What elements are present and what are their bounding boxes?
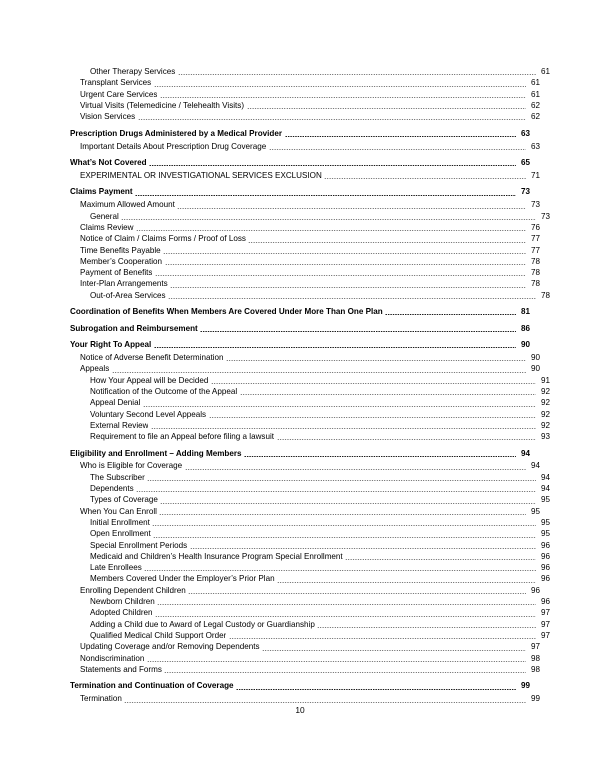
toc-entry-title: Appeal Denial xyxy=(90,398,141,408)
toc-entry-title: Your Right To Appeal xyxy=(70,340,152,350)
toc-dot-leader xyxy=(277,582,535,583)
toc-entry-title: Statements and Forms xyxy=(80,664,162,674)
toc-entry-page-number: 77 xyxy=(530,245,540,255)
toc-entry-title: Adopted Children xyxy=(90,608,153,618)
toc-entry-title: Newborn Children xyxy=(90,597,155,607)
toc-dot-leader xyxy=(121,219,535,220)
toc-entry-page-number: 92 xyxy=(540,409,550,419)
toc-entry-title: Updating Coverage and/or Removing Dependents xyxy=(80,642,260,652)
toc-entry[interactable] xyxy=(70,585,540,596)
toc-dot-leader xyxy=(229,638,536,639)
toc-entry-title: Enrolling Dependent Children xyxy=(80,585,186,595)
toc-dot-leader xyxy=(143,406,536,407)
toc-entry-page-number: 97 xyxy=(540,608,550,618)
toc-dot-leader xyxy=(170,287,525,288)
toc-entry-title: Initial Enrollment xyxy=(90,517,150,527)
toc-dot-leader xyxy=(190,548,536,549)
toc-dot-leader xyxy=(209,417,536,418)
toc-entry-title: Maximum Allowed Amount xyxy=(80,200,175,210)
toc-entry-page-number: 95 xyxy=(540,495,550,505)
toc-entry-title: Transplant Services xyxy=(80,78,152,88)
toc-dot-leader xyxy=(165,264,526,265)
toc-dot-leader xyxy=(147,480,535,481)
toc-dot-leader xyxy=(324,178,525,179)
toc-dot-leader xyxy=(159,514,525,515)
toc-dot-leader xyxy=(147,661,526,662)
toc-entry[interactable] xyxy=(70,540,550,551)
toc-entry-title: Other Therapy Services xyxy=(90,67,176,76)
toc-dot-leader xyxy=(154,347,516,348)
toc-entry[interactable] xyxy=(70,472,550,483)
toc-entry-title: Claims Payment xyxy=(70,187,133,197)
toc-dot-leader xyxy=(168,298,535,299)
toc-entry[interactable] xyxy=(70,111,540,122)
toc-entry-page-number: 73 xyxy=(540,211,550,221)
toc-entry[interactable] xyxy=(70,363,540,374)
toc-dot-leader xyxy=(269,149,526,150)
table-of-contents xyxy=(70,66,550,705)
toc-entry[interactable] xyxy=(70,619,550,630)
toc-entry[interactable] xyxy=(70,431,550,442)
toc-dot-leader xyxy=(136,230,525,231)
toc-entry[interactable] xyxy=(70,290,550,301)
toc-entry[interactable] xyxy=(70,528,550,539)
toc-entry-page-number: 92 xyxy=(540,420,550,430)
toc-dot-leader xyxy=(155,616,535,617)
toc-dot-leader xyxy=(188,593,525,594)
toc-dot-leader xyxy=(153,537,535,538)
toc-entry[interactable] xyxy=(70,375,550,386)
toc-entry[interactable] xyxy=(70,157,530,168)
toc-entry-page-number: 98 xyxy=(530,653,540,663)
toc-entry[interactable] xyxy=(70,653,540,664)
toc-entry-title: What’s Not Covered xyxy=(70,158,147,168)
toc-entry-title: Prescription Drugs Administered by a Medical Provider xyxy=(70,128,282,138)
toc-entry[interactable] xyxy=(70,278,540,289)
toc-dot-leader xyxy=(285,136,516,137)
toc-entry[interactable] xyxy=(70,641,540,652)
toc-entry-page-number: 65 xyxy=(520,158,530,168)
toc-entry-title: Notice of Claim / Claims Forms / Proof of Loss xyxy=(80,234,246,244)
toc-entry-title: How Your Appeal will be Decided xyxy=(90,375,209,385)
toc-dot-leader xyxy=(160,503,535,504)
toc-dot-leader xyxy=(157,604,535,605)
toc-dot-leader xyxy=(112,372,526,373)
toc-entry[interactable] xyxy=(70,339,530,350)
toc-entry-page-number: 73 xyxy=(520,187,530,197)
toc-dot-leader xyxy=(244,456,516,457)
toc-entry[interactable] xyxy=(70,211,550,222)
toc-entry-page-number: 81 xyxy=(520,307,530,317)
toc-entry[interactable] xyxy=(70,352,540,363)
toc-entry-title: Inter-Plan Arrangements xyxy=(80,279,168,289)
toc-entry-title: Special Enrollment Periods xyxy=(90,540,188,550)
toc-entry-page-number: 61 xyxy=(530,89,540,99)
toc-entry[interactable] xyxy=(70,186,530,197)
toc-dot-leader xyxy=(154,86,526,87)
toc-dot-leader xyxy=(200,331,515,332)
toc-entry-title: Who is Eligible for Coverage xyxy=(80,461,183,471)
toc-entry-title: Eligibility and Enrollment – Adding Members xyxy=(70,448,242,458)
toc-entry-page-number: 78 xyxy=(540,290,550,300)
toc-entry[interactable] xyxy=(70,222,540,233)
toc-dot-leader xyxy=(385,314,515,315)
toc-entry-page-number: 78 xyxy=(530,279,540,289)
toc-entry-title: Time Benefits Payable xyxy=(80,245,161,255)
toc-entry-title: Coordination of Benefits When Members Are Covered Under More Than One Plan xyxy=(70,307,383,317)
toc-entry-page-number: 77 xyxy=(530,234,540,244)
toc-dot-leader xyxy=(178,74,536,75)
toc-entry-page-number: 97 xyxy=(530,642,540,652)
toc-entry-page-number: 96 xyxy=(530,585,540,595)
toc-entry-title: Subrogation and Reimbursement xyxy=(70,323,198,333)
toc-entry-page-number: 94 xyxy=(540,484,550,494)
toc-dot-leader xyxy=(124,702,525,703)
toc-entry[interactable] xyxy=(70,267,540,278)
toc-entry-title: Member’s Cooperation xyxy=(80,256,163,266)
toc-entry-page-number: 92 xyxy=(540,398,550,408)
toc-entry-title: Adding a Child due to Award of Legal Custody or Guardianship xyxy=(90,619,315,629)
toc-entry-page-number: 63 xyxy=(520,128,530,138)
toc-dot-leader xyxy=(135,195,515,196)
toc-entry-page-number: 95 xyxy=(530,506,540,516)
toc-dot-leader xyxy=(211,383,536,384)
toc-dot-leader xyxy=(138,119,526,120)
toc-entry-page-number: 94 xyxy=(520,448,530,458)
toc-dot-leader xyxy=(277,439,536,440)
toc-entry-title: Payment of Benefits xyxy=(80,268,153,278)
toc-entry-title: General xyxy=(90,211,119,221)
toc-entry-title: Termination and Continuation of Coverage xyxy=(70,681,234,691)
toc-dot-leader xyxy=(248,242,525,243)
toc-entry-title: When You Can Enroll xyxy=(80,506,157,516)
toc-entry-page-number: 78 xyxy=(530,256,540,266)
toc-entry[interactable] xyxy=(70,551,550,562)
toc-entry-title: Important Details About Prescription Drug Coverage xyxy=(80,141,267,151)
toc-entry[interactable] xyxy=(70,483,550,494)
toc-entry-page-number: 96 xyxy=(540,574,550,584)
toc-entry-page-number: 78 xyxy=(530,268,540,278)
toc-entry-page-number: 61 xyxy=(530,78,540,88)
toc-entry[interactable] xyxy=(70,517,550,528)
toc-entry-title: Qualified Medical Child Support Order xyxy=(90,630,227,640)
toc-dot-leader xyxy=(163,253,525,254)
toc-entry-page-number: 63 xyxy=(530,141,540,151)
toc-dot-leader xyxy=(136,491,535,492)
toc-entry-title: Dependents xyxy=(90,484,134,494)
toc-dot-leader xyxy=(345,559,535,560)
toc-entry-page-number: 90 xyxy=(530,364,540,374)
toc-entry-page-number: 91 xyxy=(540,375,550,385)
toc-entry-title: Voluntary Second Level Appeals xyxy=(90,409,207,419)
toc-entry-page-number: 96 xyxy=(540,563,550,573)
toc-entry-page-number: 71 xyxy=(530,170,540,180)
toc-entry-page-number: 96 xyxy=(540,597,550,607)
toc-entry-title: Late Enrollees xyxy=(90,563,142,573)
toc-entry-page-number: 90 xyxy=(530,353,540,363)
toc-entry-page-number: 95 xyxy=(540,529,550,539)
toc-entry[interactable] xyxy=(70,77,540,88)
toc-entry[interactable] xyxy=(70,664,540,675)
toc-entry[interactable] xyxy=(70,607,550,618)
toc-dot-leader xyxy=(152,525,535,526)
toc-entry-title: Requirement to file an Appeal before filing a lawsuit xyxy=(90,432,275,442)
toc-entry-title: Appeals xyxy=(80,364,110,374)
toc-entry-title: EXPERIMENTAL OR INVESTIGATIONAL SERVICES EXCLUSION xyxy=(80,170,322,180)
toc-dot-leader xyxy=(226,360,525,361)
toc-dot-leader xyxy=(149,165,515,166)
toc-entry[interactable] xyxy=(70,494,550,505)
toc-entry-title: Termination xyxy=(80,694,122,704)
toc-entry-title: Urgent Care Services xyxy=(80,89,158,99)
toc-entry[interactable] xyxy=(70,460,540,471)
footer-page-number: 10 xyxy=(295,705,305,715)
toc-dot-leader xyxy=(177,208,525,209)
toc-entry-title: Virtual Visits (Telemedicine / Telehealth Visits) xyxy=(80,100,245,110)
toc-dot-leader xyxy=(151,428,536,429)
toc-entry-page-number: 90 xyxy=(520,340,530,350)
toc-dot-leader xyxy=(155,275,526,276)
toc-entry[interactable] xyxy=(70,397,550,408)
toc-dot-leader xyxy=(164,672,525,673)
toc-entry[interactable] xyxy=(70,630,550,641)
toc-entry[interactable] xyxy=(70,245,540,256)
toc-entry-page-number: 62 xyxy=(530,112,540,122)
toc-dot-leader xyxy=(317,627,535,628)
toc-entry-title: Open Enrollment xyxy=(90,529,151,539)
toc-entry[interactable] xyxy=(70,233,540,244)
toc-entry-title: Types of Coverage xyxy=(90,495,158,505)
toc-dot-leader xyxy=(160,97,526,98)
toc-entry-page-number: 99 xyxy=(520,681,530,691)
toc-entry-title: The Subscriber xyxy=(90,472,145,482)
toc-entry-page-number: 94 xyxy=(530,461,540,471)
toc-entry[interactable] xyxy=(70,448,530,459)
toc-entry[interactable] xyxy=(70,323,530,334)
toc-entry[interactable] xyxy=(70,596,550,607)
toc-entry-page-number: 93 xyxy=(540,432,550,442)
toc-dot-leader xyxy=(144,570,535,571)
toc-dot-leader xyxy=(236,689,515,690)
toc-entry-page-number: 97 xyxy=(540,619,550,629)
toc-entry-title: Vision Services xyxy=(80,112,136,122)
toc-entry-page-number: 95 xyxy=(540,517,550,527)
toc-entry-page-number: 94 xyxy=(540,472,550,482)
toc-entry-title: External Review xyxy=(90,420,149,430)
toc-entry-page-number: 96 xyxy=(540,551,550,561)
toc-entry-title: Notification of the Outcome of the Appeal xyxy=(90,386,238,396)
toc-entry-title: Claims Review xyxy=(80,222,134,232)
toc-entry-page-number: 61 xyxy=(540,67,550,76)
toc-entry-page-number: 96 xyxy=(540,540,550,550)
toc-entry-page-number: 62 xyxy=(530,100,540,110)
toc-entry-title: Medicaid and Children’s Health Insurance Program Special Enrollment xyxy=(90,551,343,561)
toc-dot-leader xyxy=(247,108,526,109)
toc-entry-page-number: 76 xyxy=(530,222,540,232)
toc-entry-page-number: 92 xyxy=(540,386,550,396)
toc-entry-page-number: 99 xyxy=(530,694,540,704)
toc-entry[interactable] xyxy=(70,420,550,431)
toc-entry[interactable] xyxy=(70,100,540,111)
toc-dot-leader xyxy=(185,469,526,470)
toc-entry[interactable] xyxy=(70,506,540,517)
toc-entry[interactable] xyxy=(70,562,550,573)
toc-dot-leader xyxy=(240,394,536,395)
toc-entry-page-number: 97 xyxy=(540,630,550,640)
toc-entry[interactable] xyxy=(70,141,540,152)
toc-entry-title: Out-of-Area Services xyxy=(90,290,166,300)
toc-entry[interactable] xyxy=(70,573,550,584)
toc-entry[interactable] xyxy=(70,199,540,210)
toc-entry-page-number: 98 xyxy=(530,664,540,674)
toc-entry-page-number: 86 xyxy=(520,323,530,333)
toc-entry[interactable] xyxy=(70,170,540,181)
toc-entry[interactable] xyxy=(70,66,550,77)
toc-entry[interactable] xyxy=(70,680,530,691)
toc-dot-leader xyxy=(262,650,525,651)
toc-entry[interactable] xyxy=(70,89,540,100)
toc-entry[interactable] xyxy=(70,256,540,267)
toc-entry-title: Notice of Adverse Benefit Determination xyxy=(80,353,224,363)
toc-entry-title: Nondiscrimination xyxy=(80,653,145,663)
toc-entry-page-number: 73 xyxy=(530,200,540,210)
toc-entry[interactable] xyxy=(70,386,550,397)
toc-entry[interactable] xyxy=(70,306,530,317)
toc-entry-title: Members Covered Under the Employer’s Prior Plan xyxy=(90,574,275,584)
toc-entry[interactable] xyxy=(70,409,550,420)
toc-entry[interactable] xyxy=(70,693,540,704)
toc-entry[interactable] xyxy=(70,128,530,139)
